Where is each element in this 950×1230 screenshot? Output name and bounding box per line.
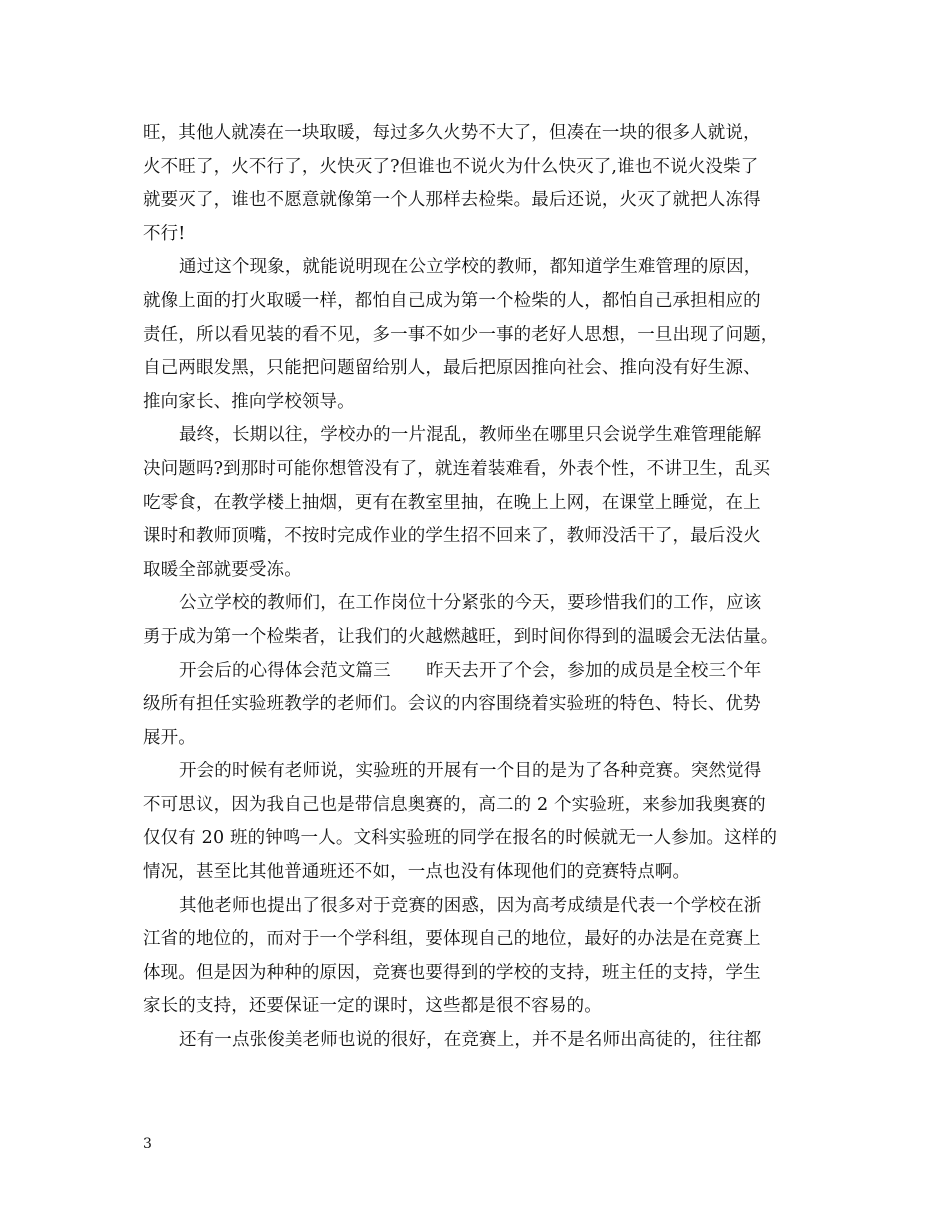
text-line: 公立学校的教师们，在工作岗位十分紧张的今天，要珍惜我们的工作，应该 xyxy=(179,593,762,614)
body-text xyxy=(143,117,825,1058)
text-line: 其他老师也提出了很多对于竞赛的困惑，因为高考成绩是代表一个学校在浙 xyxy=(179,895,762,916)
text-line: 推向家长、推向学校领导。 xyxy=(143,391,355,412)
text-line: 取暖全部就要受冻。 xyxy=(143,559,302,580)
text-line: 情况，甚至比其他普通班还不如，一点也没有体现他们的竞赛特点啊。 xyxy=(143,862,691,883)
text-line: 江省的地位的，而对于一个学科组，要体现自己的地位，最好的办法是在竞赛上 xyxy=(143,929,761,950)
text-line: 开会的时候有老师说，实验班的开展有一个目的是为了各种竞赛。突然觉得 xyxy=(179,761,762,782)
text-line: 自己两眼发黑，只能把问题留给别人，最后把原因推向社会、推向没有好生源、 xyxy=(143,358,761,379)
text-line: 就要灭了，谁也不愿意就像第一个人那样去检柴。最后还说，火灭了就把人冻得 xyxy=(143,190,761,211)
text-line: 体现。但是因为种种的原因，竞赛也要得到的学校的支持，班主任的支持，学生 xyxy=(143,962,761,983)
text-line: 最终，长期以往，学校办的一片混乱，教师坐在哪里只会说学生难管理能解 xyxy=(179,425,762,446)
text-line: 还有一点张俊美老师也说的很好，在竞赛上，并不是名师出高徒的，往往都 xyxy=(179,1030,762,1051)
text-line: 家长的支持，还要保证一定的课时，这些都是很不容易的。 xyxy=(143,996,602,1017)
text-line: 吃零食，在教学楼上抽烟，更有在教室里抽，在晚上上网，在课堂上睡觉，在上 xyxy=(143,492,761,513)
text-line: 开会后的心得体会范文篇三 昨天去开了个会，参加的成员是全校三个年 xyxy=(179,660,762,681)
text-line: 展开。 xyxy=(143,727,196,748)
text-line: 火不旺了，火不行了，火快灭了?但谁也不说火为什么快灭了,谁也不说火没柴了 xyxy=(143,156,759,177)
text-line: 决问题吗?到那时可能你想管没有了，就连着装难看，外表个性，不讲卫生，乱买 xyxy=(143,458,771,479)
text-line: 通过这个现象，就能说明现在公立学校的教师，都知道学生难管理的原因， xyxy=(179,257,762,278)
page-number: 3 xyxy=(143,1136,152,1152)
text-line: 课时和教师顶嘴，不按时完成作业的学生招不回来了，教师没活干了，最后没火 xyxy=(143,526,761,547)
text-line: 责任，所以看见装的看不见，多一事不如少一事的老好人思想，一旦出现了问题， xyxy=(143,324,779,345)
text-line: 级所有担任实验班教学的老师们。会议的内容围绕着实验班的特色、特长、优势 xyxy=(143,694,761,715)
text-line: 就像上面的打火取暖一样，都怕自己成为第一个检柴的人，都怕自己承担相应的 xyxy=(143,290,761,311)
text-line: 旺，其他人就凑在一块取暖，每过多久火势不大了，但凑在一块的很多人就说， xyxy=(143,123,761,143)
text-line: 不可思议，因为我自己也是带信息奥赛的，高二的 2 个实验班，来参加我奥赛的 xyxy=(143,794,766,815)
text-line: 勇于成为第一个检柴者，让我们的火越燃越旺，到时间你得到的温暖会无法估量。 xyxy=(143,626,779,647)
text-line: 不行! xyxy=(143,223,186,244)
text-line: 仅仅有 20 班的钟鸣一人。文科实验班的同学在报名的时候就无一人参加。这样的 xyxy=(143,828,778,849)
